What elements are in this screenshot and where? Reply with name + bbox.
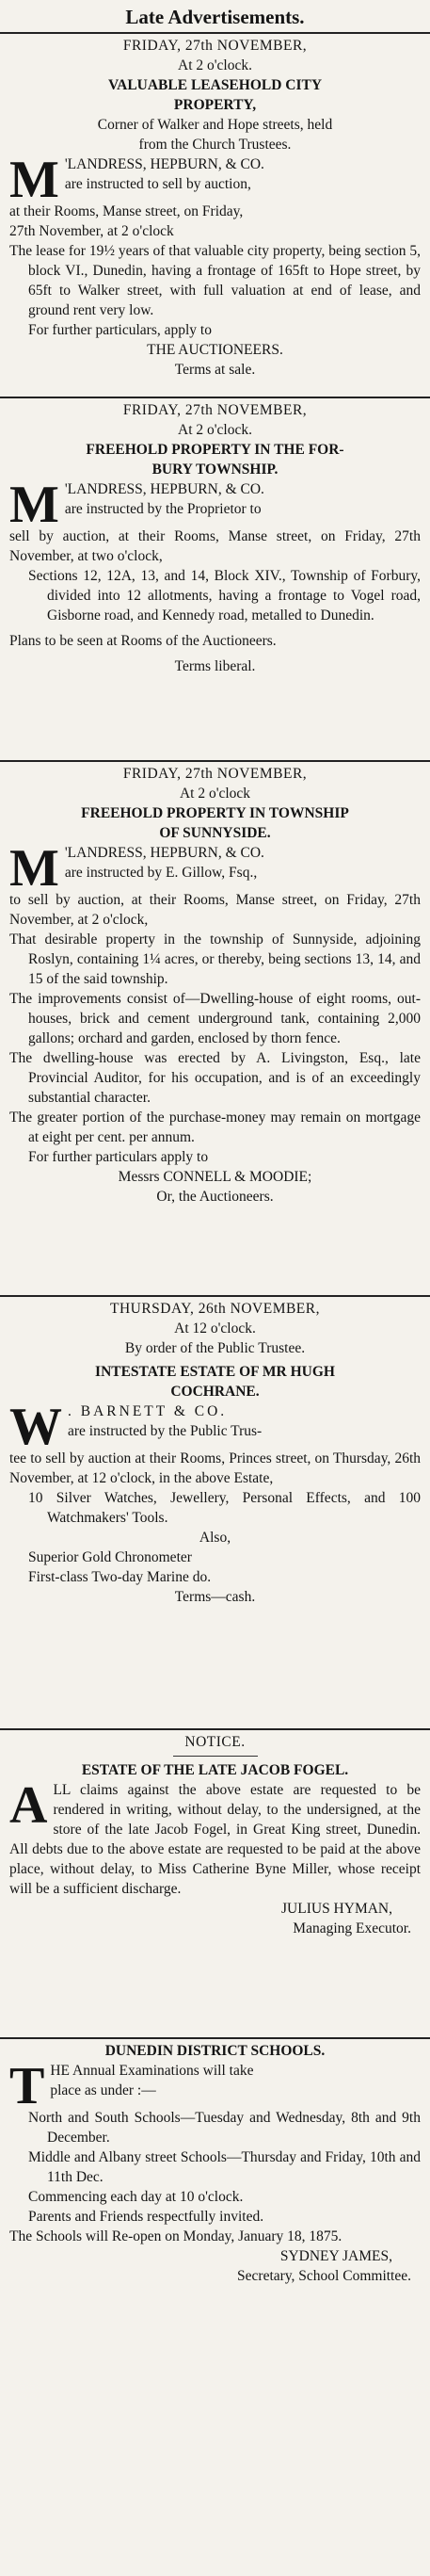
auctioneer-name: 'LANDRESS, HEPBURN, & CO. (64, 845, 264, 861)
advertisement-sunnyside-township (0, 762, 430, 1297)
ad-paragraph: Commencing each day at 10 o'clock. (28, 2189, 244, 2205)
ad-also: Also, (199, 1530, 231, 1546)
ad-body-line: are instructed by the Proprietor to (64, 501, 262, 517)
ad-signature-title: Secretary, School Committee. (237, 2268, 411, 2284)
ad-title: FREEHOLD PROPERTY IN THE FOR- (86, 442, 344, 458)
ad-title: DUNEDIN DISTRICT SCHOOLS. (104, 2043, 326, 2059)
ad-terms: Terms at sale. (174, 362, 256, 378)
ad-title-cont: OF SUNNYSIDE. (159, 825, 271, 841)
ad-subtitle: Corner of Walker and Hope streets, held (97, 117, 333, 133)
drop-cap: M (9, 839, 59, 898)
ad-signature: THE AUCTIONEERS. (147, 342, 283, 358)
ad-order: By order of the Public Trustee. (124, 1340, 306, 1356)
ad-paragraph: For further particulars, apply to (28, 322, 212, 338)
ad-terms: Terms liberal. (174, 658, 256, 674)
ad-signature: SYDNEY JAMES, (279, 2248, 392, 2264)
ad-date: THURSDAY, 26th NOVEMBER, (109, 1301, 320, 1317)
ad-paragraph: Middle and Albany street Schools—Thursday and Friday, 10th and 11th Dec. (28, 2149, 421, 2185)
ad-terms: Terms—cash. (174, 1589, 256, 1605)
ad-signature-title: Managing Executor. (293, 1920, 411, 1936)
ad-paragraph: LL claims against the above estate are requested to be rendered in writing, without delay, to the undersigned, at the store of the late Jacob Fogel, in Great King street, Dunedin. All debts due to the above estate are requested to be paid at the above place, without delay, to Miss Catherine Byne Miller, whose receipt will be a sufficient discharge. (9, 1782, 421, 1897)
auctioneer-name: 'LANDRESS, HEPBURN, & CO. (64, 156, 264, 172)
ad-paragraph: Parents and Friends respectfully invited. (28, 2209, 264, 2225)
drop-cap: A (9, 1776, 48, 1835)
ad-body-line: HE Annual Examinations will take (50, 2063, 254, 2079)
ad-paragraph: The improvements consist of—Dwelling-house of eight rooms, out-houses, brick and cement underground tank, containing 2,000 gallons; orchard and garden, enclosed by thorn fence. (9, 991, 421, 1046)
notice-dunedin-district-schools (0, 2039, 430, 2327)
ad-title: ESTATE OF THE LATE JACOB FOGEL. (81, 1762, 349, 1778)
ad-paragraph: Sections 12, 12A, 13, and 14, Block XIV., Township of Forbury, divided into 12 allotments, having a frontage to Vogel road, Gisborne road, and Kennedy road, metalled to Dunedin. (28, 568, 421, 624)
section-header: Late Advertisements. (0, 0, 430, 34)
ad-paragraph: For further particulars apply to (28, 1149, 209, 1165)
ad-paragraph: The Schools will Re-open on Monday, January 18, 1875. (9, 2228, 342, 2244)
ad-signature: JULIUS HYMAN, (281, 1901, 392, 1917)
ad-body-line: tee to sell by auction at their Rooms, Princes street, on Thursday, 26th November, at 12 o'clock, in the above Estate, (9, 1450, 421, 1486)
ad-paragraph: The dwelling-house was erected by A. Livingston, Esq., late Provincial Auditor, for his occupation, and is of an exceedingly substantial character. (9, 1050, 421, 1106)
ad-title-cont: COCHRANE. (170, 1384, 260, 1400)
drop-cap: M (9, 151, 59, 209)
ad-body-line: are instructed by the Public Trus- (68, 1423, 263, 1439)
ad-signature: Messrs CONNELL & MOODIE; (118, 1169, 312, 1185)
ad-title: INTESTATE ESTATE OF MR HUGH (95, 1364, 335, 1380)
ad-paragraph: The lease for 19½ years of that valuable city property, being section 5, block VI., Dunedin, having a frontage of 165ft to Hope street, by 65ft to Walker street, with full valuation at end of lease, and ground rent very low. (9, 243, 421, 318)
ad-time: At 2 o'clock. (178, 57, 252, 73)
ad-body-line: at their Rooms, Manse street, on Friday, (9, 203, 244, 219)
ad-body-line: 27th November, at 2 o'clock (9, 223, 174, 239)
ad-subtitle-cont: from the Church Trustees. (138, 137, 292, 153)
ad-body-line: are instructed to sell by auction, (64, 176, 251, 192)
ad-time: At 12 o'clock. (174, 1320, 256, 1337)
ad-body-line: sell by auction, at their Rooms, Manse street, on Friday, 27th November, at two o'clock, (9, 528, 421, 564)
ad-title: FREEHOLD PROPERTY IN TOWNSHIP (81, 805, 349, 821)
ad-paragraph: Plans to be seen at Rooms of the Auctioneers. (9, 633, 277, 649)
ad-body-line: are instructed by E. Gillow, Fsq., (64, 865, 258, 881)
drop-cap: M (9, 476, 59, 534)
ad-time: At 2 o'clock (179, 786, 251, 802)
advertisement-forbury-township (0, 398, 430, 762)
ad-body-line: to sell by auction, at their Rooms, Manse street, on Friday, 27th November, at 2 o'clock, (9, 892, 421, 928)
notice-heading: NOTICE. (184, 1734, 246, 1750)
auctioneer-name: 'LANDRESS, HEPBURN, & CO. (64, 481, 264, 497)
ad-date: FRIDAY, 27th NOVEMBER, (122, 402, 308, 418)
ad-paragraph: That desirable property in the township of Sunnyside, adjoining Roslyn, containing 1¼ acres, or thereby, being sections 13, 14, and 15 of the said township. (9, 932, 421, 987)
ad-date: FRIDAY, 27th NOVEMBER, (122, 38, 308, 54)
ad-date: FRIDAY, 27th NOVEMBER, (122, 766, 308, 782)
notice-estate-jacob-fogel (0, 1730, 430, 2039)
ad-paragraph: North and South Schools—Tuesday and Wednesday, 8th and 9th December. (28, 2110, 421, 2146)
ad-paragraph: 10 Silver Watches, Jewellery, Personal Effects, and 100 Watchmakers' Tools. (28, 1490, 421, 1526)
ad-title: VALUABLE LEASEHOLD CITY (107, 77, 323, 93)
ad-title-cont: PROPERTY, (173, 97, 257, 113)
ad-signature-alt: Or, the Auctioneers. (156, 1189, 274, 1205)
ad-item: Superior Gold Chronometer (28, 1549, 192, 1565)
ad-body-line: place as under :— (50, 2082, 156, 2098)
auctioneer-name: . BARNETT & CO. (68, 1403, 228, 1419)
divider (173, 1756, 258, 1757)
ad-title-cont: BURY TOWNSHIP. (151, 462, 279, 478)
advertisement-intestate-estate (0, 1297, 430, 1730)
ad-time: At 2 o'clock. (178, 422, 252, 438)
ad-paragraph: The greater portion of the purchase-money may remain on mortgage at eight per cent. per annum. (9, 1110, 421, 1145)
ad-item: First-class Two-day Marine do. (28, 1569, 212, 1585)
drop-cap: W (9, 1398, 62, 1456)
advertisement-leasehold-city-property (0, 34, 430, 398)
drop-cap: T (9, 2057, 45, 2115)
